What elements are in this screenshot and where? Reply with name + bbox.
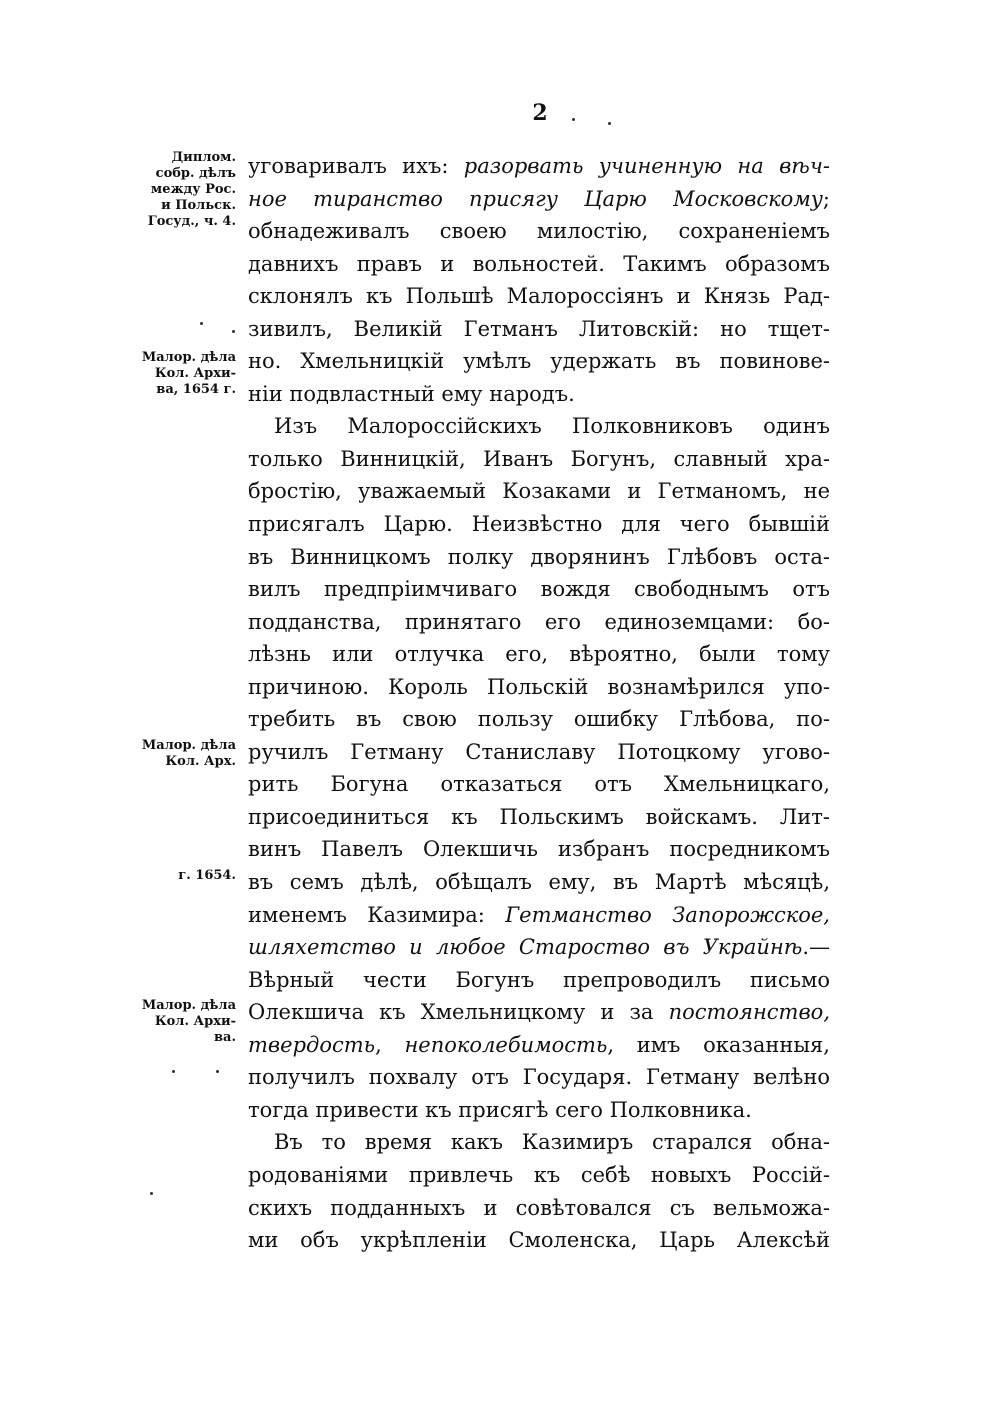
text-line (248, 1126, 830, 1159)
text-span: винъ Павелъ Олекшичь избранъ посредникомъ (248, 837, 830, 862)
text-span: требить въ свою пользу ошибку Глѣбова, по- (248, 707, 830, 732)
text-span: скихъ подданныхъ и совѣтовался съ вельможа- (248, 1195, 830, 1220)
text-span: Изъ Малороссійскихъ Полковниковъ одинъ (274, 414, 830, 439)
text-line (248, 475, 830, 508)
text-span: ручилъ Гетману Станиславу Потоцкому угово- (248, 739, 830, 764)
text-line (248, 768, 830, 801)
italic-span: Гетманство Запорожское, (505, 902, 830, 927)
text-line (248, 1224, 830, 1257)
text-span: тогда привести къ присягѣ сего Полковника. (248, 1097, 752, 1122)
text-span: въ семъ дѣлѣ, обѣщалъ ему, въ Мартѣ мѣсяцѣ, (248, 870, 830, 895)
text-span: только Винницкій, Иванъ Богунъ, славный хра- (248, 446, 830, 471)
text-line (248, 671, 830, 704)
margin-note-line: Малор. дѣла (141, 350, 236, 365)
margin-note-archive-2 (118, 998, 236, 1046)
text-line (248, 410, 830, 443)
text-line (248, 183, 830, 216)
page-number: 2 (532, 100, 548, 126)
text-line (248, 931, 830, 964)
margin-note-line: ва. (214, 1030, 236, 1045)
text-span: давнихъ правъ и вольностей. Такимъ образомъ (248, 251, 830, 276)
body-text (248, 150, 830, 1257)
text-line (248, 215, 830, 248)
margin-note-line: г. 1654. (178, 868, 236, 883)
margin-note-line: собр. дѣлъ (155, 166, 236, 181)
margin-note-line: Госуд., ч. 4. (147, 214, 236, 229)
text-line (248, 638, 830, 671)
text-span: присягалъ Царю. Неизвѣстно для чего бывшій (248, 512, 830, 537)
text-line (248, 801, 830, 834)
italic-span: твердость (248, 1032, 376, 1057)
text-span: но. Хмельницкій умѣлъ удержать въ повинове- (248, 349, 830, 374)
text-line (248, 833, 830, 866)
margin-note-line: ва, 1654 г. (156, 382, 236, 397)
margin-note-line: и Польск. (161, 198, 236, 213)
text-line (248, 899, 830, 932)
italic-span: непоколебимость (404, 1032, 608, 1057)
text-line (248, 1061, 830, 1094)
text-span: получилъ похвалу отъ Государя. Гетману велѣно (248, 1065, 830, 1090)
text-line (248, 150, 830, 183)
text-span: лѣзнь или отлучка его, вѣроятно, были тому (248, 642, 830, 667)
text-span: присоединиться къ Польскимъ войскамъ. Лит- (248, 804, 830, 829)
text-line (248, 606, 830, 639)
text-span: ми объ укрѣпленіи Смоленска, Царь Алексѣй (248, 1228, 830, 1253)
text-span: Олекшича къ Хмельницкому и за (248, 1000, 669, 1025)
text-line (248, 866, 830, 899)
italic-span: шляхетство и любое Староство въ Украйнѣ (248, 935, 803, 960)
margin-note-year (118, 868, 236, 884)
text-span: Вѣрный чести Богунъ препроводилъ письмо (248, 967, 830, 992)
margin-note-line: Кол. Архи- (154, 366, 236, 381)
text-line (248, 443, 830, 476)
text-line (248, 313, 830, 346)
text-line (248, 280, 830, 313)
text-span: причиною. Король Польскій вознамѣрился упо- (248, 674, 830, 699)
text-span: рить Богуна отказаться отъ Хмельницкаго, (248, 772, 830, 797)
margin-note-line: Кол. Архи- (154, 1014, 236, 1029)
text-line (248, 378, 830, 411)
text-line (248, 508, 830, 541)
margin-note-line: Кол. Арх. (165, 754, 236, 769)
text-line (248, 1029, 830, 1062)
text-line (248, 345, 830, 378)
text-span: зивилъ, Великій Гетманъ Литовскій: но тщет- (248, 316, 830, 341)
text-line (248, 1159, 830, 1192)
text-span: Въ то время какъ Казимиръ старался обна- (274, 1130, 830, 1155)
text-line (248, 573, 830, 606)
italic-span: ное тиранство присягу Царю Московскому (248, 186, 823, 211)
margin-note-line: между Рос. (150, 182, 236, 197)
text-span: склонялъ къ Польшѣ Малороссіянъ и Князь Рад- (248, 284, 830, 309)
text-line (248, 736, 830, 769)
text-span: уговаривалъ ихъ: (248, 154, 464, 178)
text-span: , (375, 1032, 405, 1057)
text-span: подданства, принятаго его единоземцами: бо- (248, 609, 830, 634)
text-line (248, 996, 830, 1029)
text-line (248, 248, 830, 281)
text-span: обнадеживалъ своею милостію, сохраненіемъ (248, 219, 830, 244)
text-span: родованіями привлечь къ себѣ новыхъ Россій- (248, 1162, 830, 1187)
italic-span: постоянство, (668, 1000, 830, 1025)
margin-note-diplomatic (118, 150, 236, 230)
text-span: бростію, уважаемый Козаками и Гетманомъ, не (248, 479, 830, 504)
margin-note-line: Малор. дѣла (141, 998, 236, 1013)
text-span: .— (802, 935, 830, 960)
text-line (248, 1192, 830, 1225)
margin-note-archive (118, 738, 236, 770)
text-span: , имъ оказанныя, (607, 1032, 830, 1057)
margin-note-archive-1654 (118, 350, 236, 398)
margin-note-line: Диплом. (171, 150, 236, 165)
text-line (248, 703, 830, 736)
text-line (248, 541, 830, 574)
text-span: въ Винницкомъ полку дворянинъ Глѣбовъ оста- (248, 544, 830, 569)
text-line (248, 964, 830, 997)
text-span: ніи подвластный ему народъ. (248, 381, 575, 406)
text-span: вилъ предпріимчиваго вождя свободнымъ отъ (248, 577, 830, 602)
italic-span: разорвать учиненную на вѣч- (463, 154, 830, 178)
text-span: именемъ Казимира: (248, 902, 506, 927)
text-line (248, 1094, 830, 1127)
margin-note-line: Малор. дѣла (141, 738, 236, 753)
text-span: ; (822, 186, 830, 211)
